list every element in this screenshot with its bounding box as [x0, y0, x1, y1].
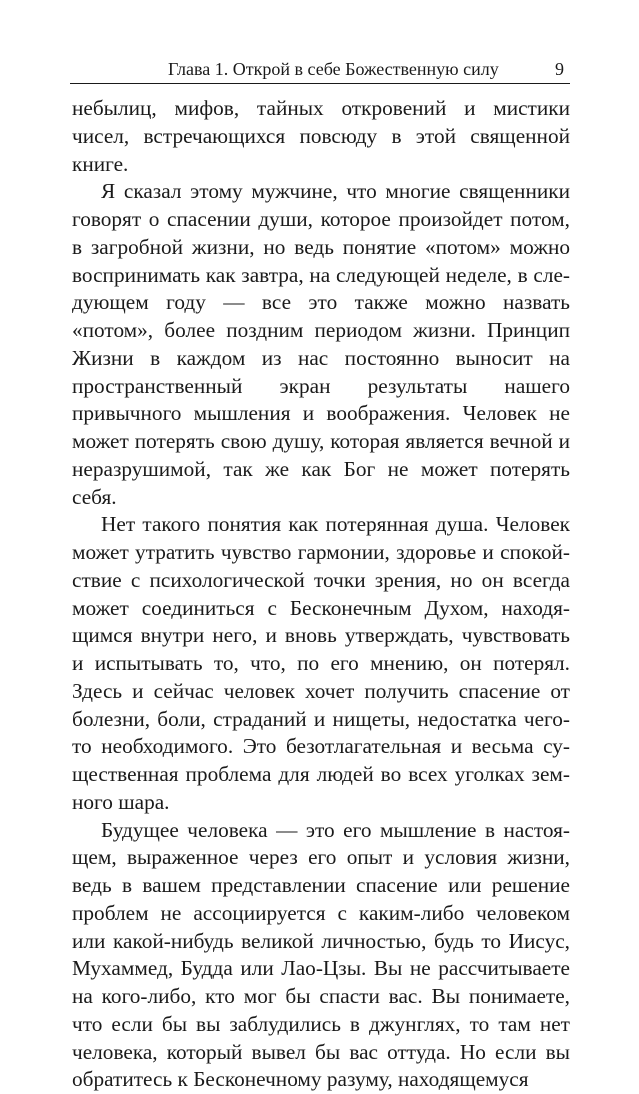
paragraph-continuation: небылиц, мифов, тайных откровений и мистики чисел, встречающихся повсюду в этой священной книге. — [72, 95, 570, 178]
paragraph: Будущее человека — это его мышление в настоящем, выраженное через его опыт и условия жизни, ведь в вашем представлении спасение или решение проблем не ассоциируется с каким-либо человеком или какой-нибудь великой личностью, будь то Иисус, Мухаммед, Будда или Лао-Цзы. Вы не рассчитываете на кого-либо, кто мог бы спасти вас. Вы понимаете, что если бы вы заблудились в джунглях, то там нет человека, который вывел бы вас оттуда. Но если вы обратитесь к Бесконечному разуму, находящемуся — [72, 817, 570, 1094]
paragraph: Нет такого понятия как потерянная душа. Человек может утратить чувство гармонии, здоровье и спокойствие с психологической точки зрения, но он всегда может соединиться с Бесконечным Духом, находящимся внутри него, и вновь утверждать, чувствовать и испытывать то, что, по его мнению, он потерял. Здесь и сейчас человек хочет получить спасение от болезни, боли, страданий и нищеты, недостатка чего-то необходимого. Это безотлагательная и весьма существенная проблема для людей во всех уголках земного шара. — [72, 511, 570, 816]
body-text — [72, 95, 570, 1094]
page-header — [70, 55, 570, 84]
page-number: 9 — [555, 57, 564, 81]
paragraph: Я сказал этому мужчине, что многие священники говорят о спасении души, которое произойдет потом, в загробной жизни, но ведь понятие «потом» можно воспринимать как завтра, на следующей неделе, в следующем году — все это также можно назвать «потом», более поздним периодом жизни. Принцип Жизни в каждом из нас постоянно выносит на пространственный экран результаты нашего привычного мышления и воображения. Человек не может потерять свою душу, которая является вечной и неразрушимой, так же как Бог не может потерять себя. — [72, 178, 570, 511]
running-head: Глава 1. Открой в себе Божественную силу — [168, 57, 499, 81]
